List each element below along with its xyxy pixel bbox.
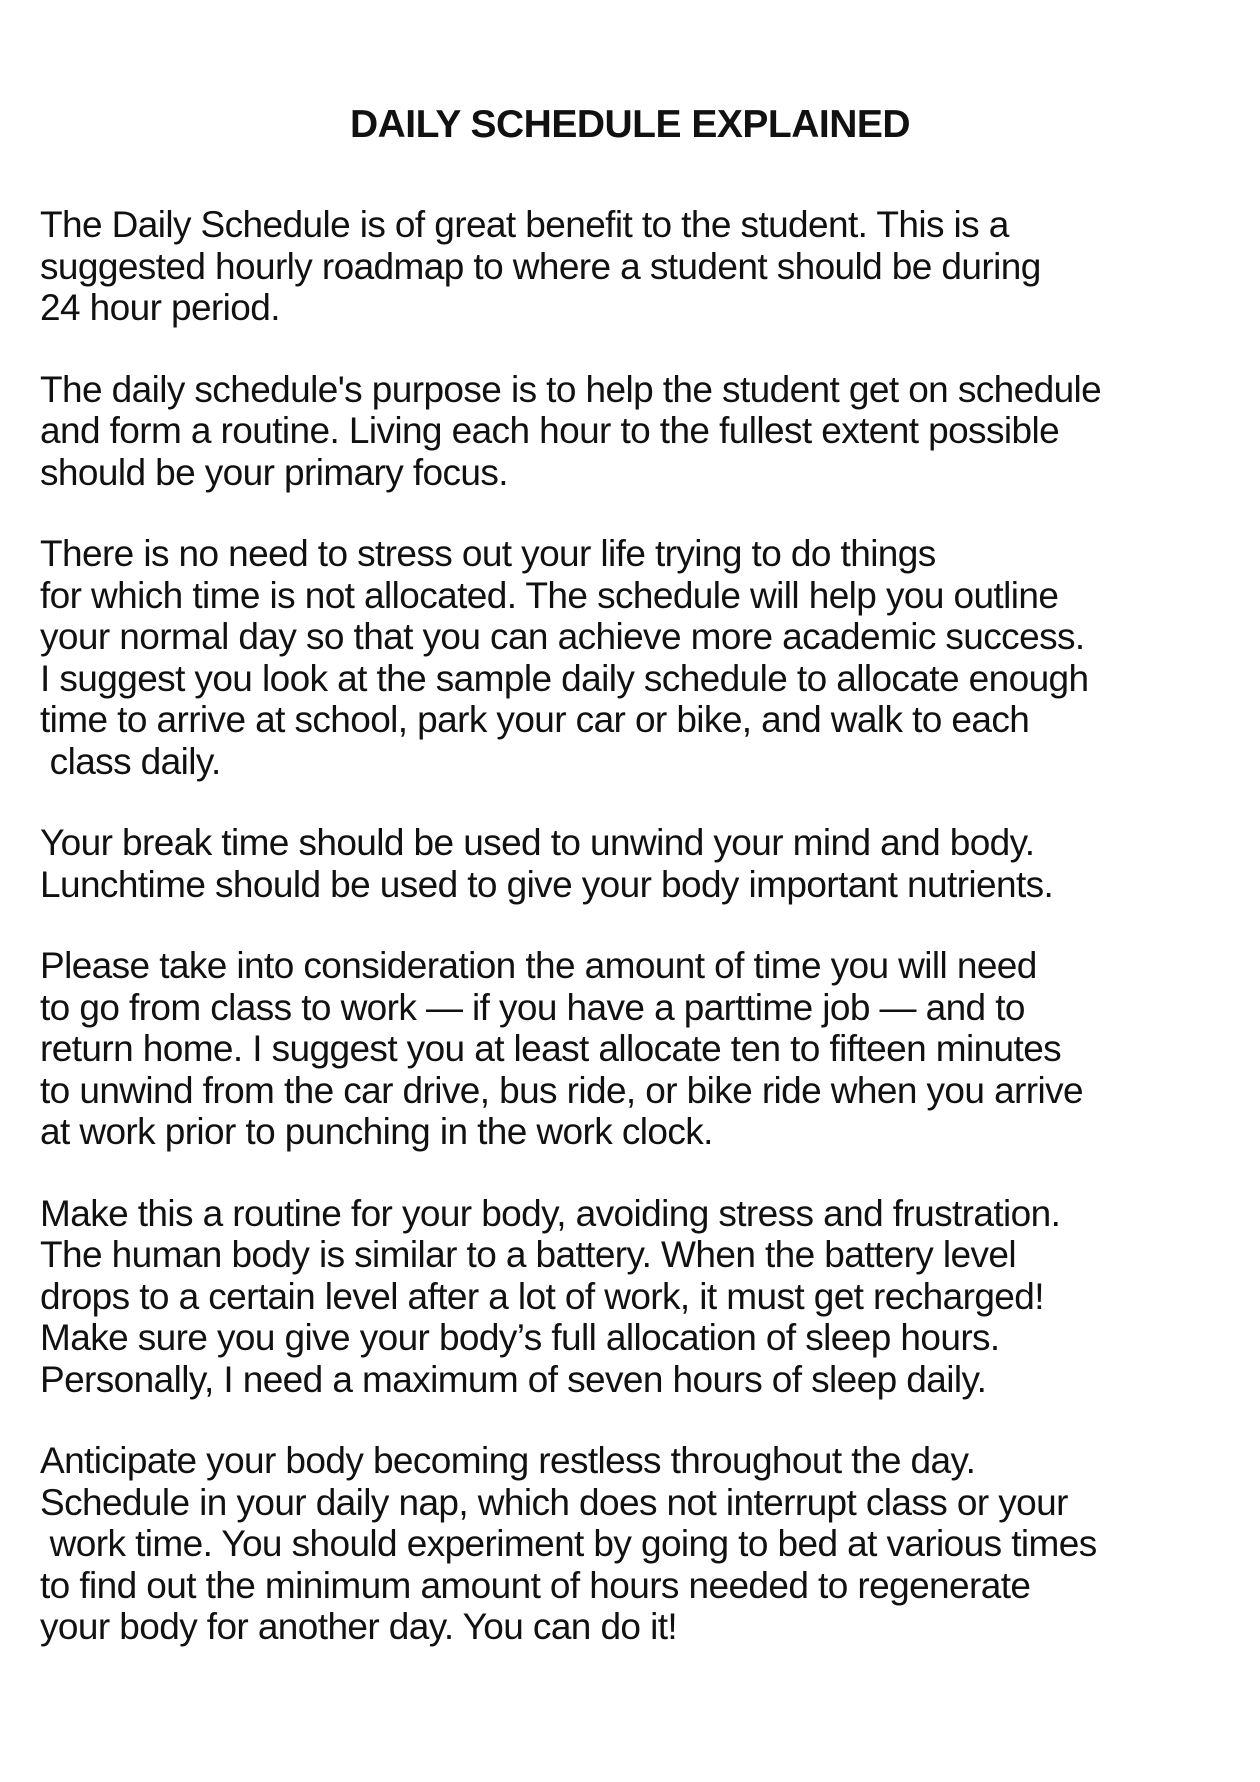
paragraph-nap <box>40 1440 1240 1648</box>
text-line: time to arrive at school, park your car or bike, and walk to each <box>40 699 1030 740</box>
text-line: Please take into consideration the amount of time you will need <box>40 945 1037 986</box>
text-line: should be your primary focus. <box>40 451 508 493</box>
paragraph-purpose <box>40 369 1240 494</box>
text-line: The human body is similar to a battery. When the battery level <box>40 1234 1016 1275</box>
text-line: work time. You should experiment by going to bed at various times <box>40 1523 1097 1564</box>
page-title: DAILY SCHEDULE EXPLAINED <box>349 103 911 146</box>
paragraph-break-time <box>40 822 1240 905</box>
text-line: class daily. <box>40 740 221 782</box>
text-line: return home. I suggest you at least allocate ten to fifteen minutes <box>40 1028 1062 1069</box>
text-line: Make sure you give your body’s full allocation of sleep hours. <box>40 1317 1000 1358</box>
text-line: There is no need to stress out your life trying to do things <box>40 533 936 574</box>
paragraph-intro <box>40 204 1240 329</box>
text-line: Make this a routine for your body, avoiding stress and frustration. <box>40 1192 1061 1234</box>
text-line: Schedule in your daily nap, which does not interrupt class or your <box>40 1481 1068 1523</box>
text-line: and form a routine. Living each hour to the fullest extent possible <box>40 410 1060 451</box>
text-line: Lunchtime should be used to give your body important nutrients. <box>40 863 1054 905</box>
text-line: The daily schedule's purpose is to help the student get on schedule <box>40 368 1102 410</box>
text-line: to find out the minimum amount of hours needed to regenerate <box>40 1564 1031 1606</box>
text-line: your body for another day. You can do it! <box>40 1606 678 1647</box>
text-line: to go from class to work — if you have a parttime job — and to <box>40 986 1025 1028</box>
text-line: to unwind from the car drive, bus ride, or bike ride when you arrive <box>40 1069 1083 1111</box>
paragraph-stress <box>40 533 1240 782</box>
text-line: suggested hourly roadmap to where a student should be during <box>40 245 1041 287</box>
text-line: at work prior to punching in the work clock. <box>40 1111 713 1152</box>
paragraph-routine <box>40 1193 1240 1401</box>
document-body <box>40 204 1240 1688</box>
paragraph-commute <box>40 945 1240 1153</box>
text-line: your normal day so that you can achieve more academic success. <box>40 616 1085 657</box>
text-line: Anticipate your body becoming restless throughout the day. <box>40 1440 976 1481</box>
text-line: for which time is not allocated. The schedule will help you outline <box>40 574 1059 616</box>
text-line: Your break time should be used to unwind your mind and body. <box>40 822 1035 863</box>
text-line: drops to a certain level after a lot of work, it must get recharged! <box>40 1275 1044 1317</box>
text-line: I suggest you look at the sample daily schedule to allocate enough <box>40 657 1089 699</box>
text-line: 24 hour period. <box>40 287 280 328</box>
text-line: The Daily Schedule is of great benefit to the student. This is a <box>40 204 1009 245</box>
text-line: Personally, I need a maximum of seven hours of sleep daily. <box>40 1358 987 1400</box>
